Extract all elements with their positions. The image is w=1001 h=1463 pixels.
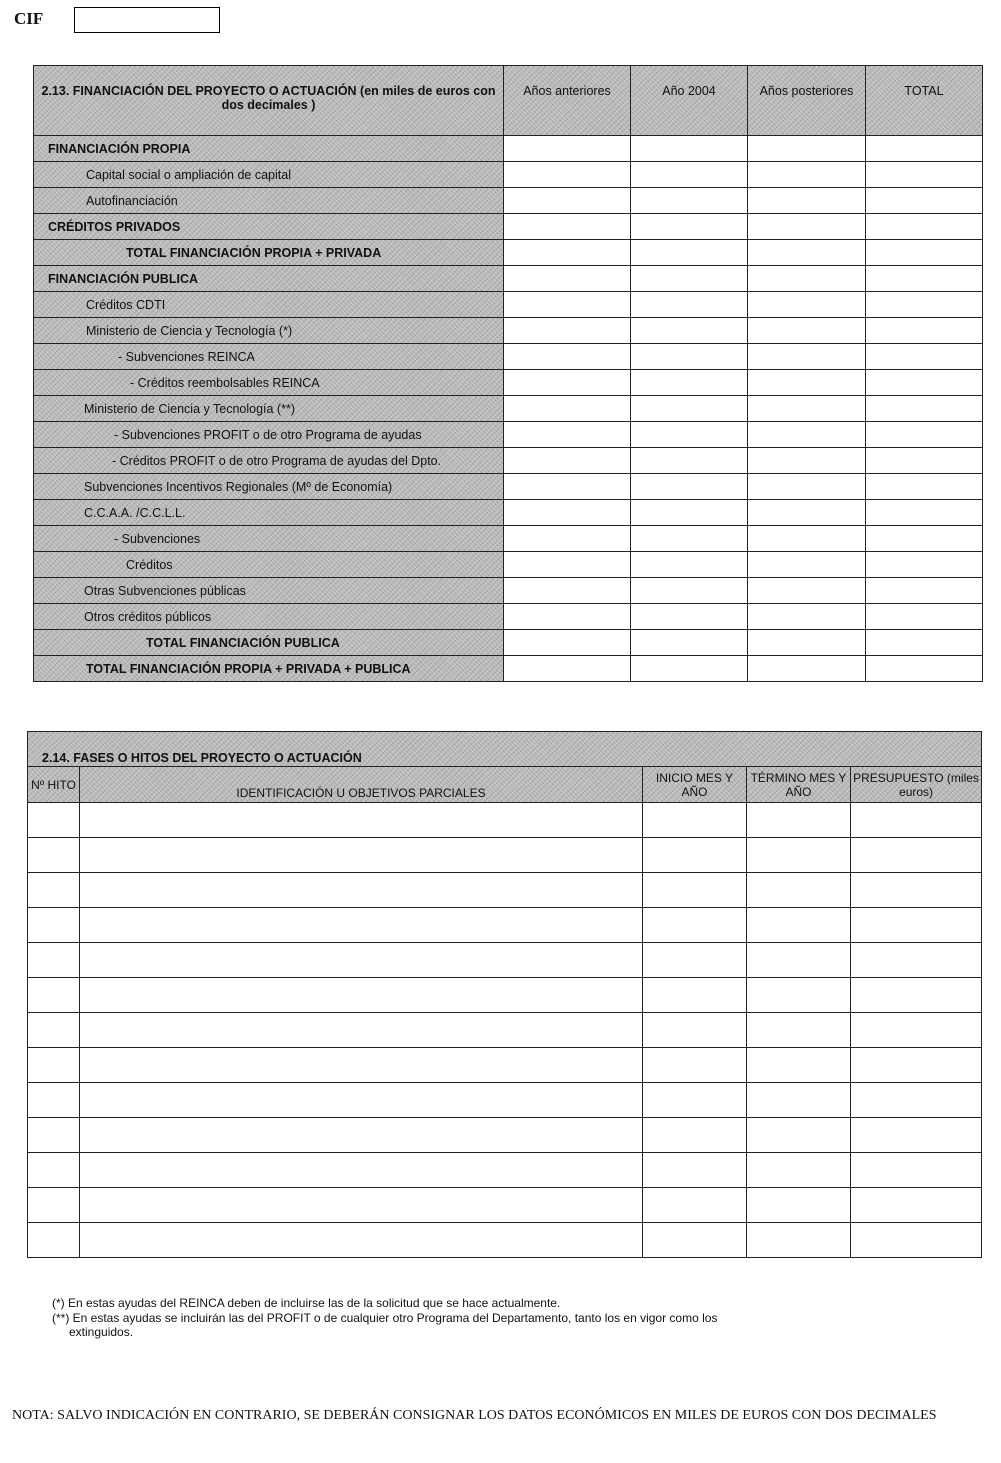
- financing-value-cell[interactable]: [504, 422, 631, 448]
- financing-value-cell[interactable]: [866, 266, 983, 292]
- milestone-number-cell[interactable]: [28, 1118, 80, 1153]
- financing-value-cell[interactable]: [866, 214, 983, 240]
- financing-row: [34, 292, 983, 318]
- milestone-end-cell[interactable]: [747, 908, 851, 943]
- financing-row-label: Créditos CDTI: [34, 292, 504, 318]
- cif-label: CIF: [14, 9, 44, 28]
- milestone-identification-cell[interactable]: [80, 1048, 643, 1083]
- financing-row: [34, 136, 983, 162]
- milestone-end-cell[interactable]: [747, 943, 851, 978]
- milestone-row: [28, 838, 982, 873]
- financing-row: [34, 318, 983, 344]
- milestone-budget-cell[interactable]: [851, 1013, 982, 1048]
- milestone-start-cell[interactable]: [643, 908, 747, 943]
- milestone-identification-cell[interactable]: [80, 943, 643, 978]
- milestone-start-cell[interactable]: [643, 978, 747, 1013]
- financing-row-label: TOTAL FINANCIACIÓN PUBLICA: [34, 630, 504, 656]
- milestone-number-cell[interactable]: [28, 1048, 80, 1083]
- financing-value-cell[interactable]: [748, 396, 866, 422]
- financing-value-cell[interactable]: [748, 240, 866, 266]
- milestone-row: [28, 873, 982, 908]
- financing-value-cell[interactable]: [866, 656, 983, 682]
- financing-row-label: - Subvenciones PROFIT o de otro Programa de ayudas: [34, 422, 504, 448]
- col-header-previous-years: Años anteriores: [504, 66, 631, 136]
- financing-value-cell[interactable]: [866, 318, 983, 344]
- milestone-number-cell[interactable]: [28, 873, 80, 908]
- milestone-end-cell[interactable]: [747, 873, 851, 908]
- financing-row: [34, 344, 983, 370]
- financing-value-cell[interactable]: [631, 162, 748, 188]
- col-header-total: TOTAL: [866, 66, 983, 136]
- milestone-start-cell[interactable]: [643, 1188, 747, 1223]
- milestone-end-cell[interactable]: [747, 1223, 851, 1258]
- milestone-row: [28, 1048, 982, 1083]
- financing-value-cell[interactable]: [866, 162, 983, 188]
- financing-value-cell[interactable]: [504, 448, 631, 474]
- financing-row-label: Subvenciones Incentivos Regionales (Mº de Economía): [34, 474, 504, 500]
- financing-row: [34, 188, 983, 214]
- financing-row-label: TOTAL FINANCIACIÓN PROPIA + PRIVADA: [34, 240, 504, 266]
- financing-value-cell[interactable]: [504, 188, 631, 214]
- financing-row-label: C.C.A.A. /C.C.L.L.: [34, 500, 504, 526]
- col-header-start: INICIO MES Y AÑO: [643, 767, 747, 803]
- financing-value-cell[interactable]: [631, 136, 748, 162]
- financing-value-cell[interactable]: [504, 318, 631, 344]
- financing-row-label: - Créditos reembolsables REINCA: [34, 370, 504, 396]
- financing-row: [34, 266, 983, 292]
- financing-value-cell[interactable]: [631, 500, 748, 526]
- financing-value-cell[interactable]: [504, 526, 631, 552]
- col-header-end: TÉRMINO MES Y AÑO: [747, 767, 851, 803]
- milestone-start-cell[interactable]: [643, 873, 747, 908]
- milestone-row: [28, 978, 982, 1013]
- financing-value-cell[interactable]: [748, 136, 866, 162]
- milestone-row: [28, 803, 982, 838]
- financing-value-cell[interactable]: [866, 292, 983, 318]
- financing-value-cell[interactable]: [748, 162, 866, 188]
- financing-value-cell[interactable]: [504, 474, 631, 500]
- financing-value-cell[interactable]: [504, 266, 631, 292]
- milestone-end-cell[interactable]: [747, 1048, 851, 1083]
- milestone-budget-cell[interactable]: [851, 803, 982, 838]
- financing-value-cell[interactable]: [748, 292, 866, 318]
- milestone-start-cell[interactable]: [643, 1048, 747, 1083]
- financing-row-label: Otras Subvenciones públicas: [34, 578, 504, 604]
- milestone-end-cell[interactable]: [747, 838, 851, 873]
- milestone-row: [28, 1153, 982, 1188]
- financing-value-cell[interactable]: [504, 396, 631, 422]
- milestone-end-cell[interactable]: [747, 978, 851, 1013]
- financing-row-label: TOTAL FINANCIACIÓN PROPIA + PRIVADA + PUBLICA: [34, 656, 504, 682]
- financing-header-row: [34, 66, 983, 136]
- financing-value-cell[interactable]: [748, 318, 866, 344]
- financing-value-cell[interactable]: [748, 188, 866, 214]
- milestone-row: [28, 1013, 982, 1048]
- milestone-number-cell[interactable]: [28, 838, 80, 873]
- footnote-2-continued: extinguidos.: [69, 1325, 134, 1339]
- financing-value-cell[interactable]: [631, 344, 748, 370]
- milestone-start-cell[interactable]: [643, 1223, 747, 1258]
- nota-text: NOTA: SALVO INDICACIÓN EN CONTRARIO, SE DEBERÁN CONSIGNAR LOS DATOS ECONÓMICOS EN MILES DE EUROS CON DOS DECIMALES: [12, 1408, 937, 1423]
- milestone-number-cell[interactable]: [28, 1153, 80, 1188]
- milestone-end-cell[interactable]: [747, 1188, 851, 1223]
- financing-value-cell[interactable]: [631, 552, 748, 578]
- financing-value-cell[interactable]: [866, 396, 983, 422]
- financing-row: [34, 396, 983, 422]
- milestone-start-cell[interactable]: [643, 838, 747, 873]
- financing-value-cell[interactable]: [504, 292, 631, 318]
- financing-value-cell[interactable]: [631, 188, 748, 214]
- financing-value-cell[interactable]: [748, 552, 866, 578]
- milestone-budget-cell[interactable]: [851, 1188, 982, 1223]
- financing-value-cell[interactable]: [748, 500, 866, 526]
- financing-value-cell[interactable]: [748, 578, 866, 604]
- financing-value-cell[interactable]: [631, 266, 748, 292]
- milestone-start-cell[interactable]: [643, 803, 747, 838]
- milestone-end-cell[interactable]: [747, 1013, 851, 1048]
- milestone-start-cell[interactable]: [643, 1153, 747, 1188]
- financing-row: [34, 500, 983, 526]
- financing-value-cell[interactable]: [866, 578, 983, 604]
- financing-row: [34, 214, 983, 240]
- milestone-row: [28, 908, 982, 943]
- milestone-budget-cell[interactable]: [851, 838, 982, 873]
- financing-value-cell[interactable]: [631, 448, 748, 474]
- milestone-identification-cell[interactable]: [80, 908, 643, 943]
- milestone-budget-cell[interactable]: [851, 1048, 982, 1083]
- milestone-end-cell[interactable]: [747, 1083, 851, 1118]
- financing-value-cell[interactable]: [866, 136, 983, 162]
- financing-value-cell[interactable]: [748, 526, 866, 552]
- financing-value-cell[interactable]: [866, 422, 983, 448]
- milestone-number-cell[interactable]: [28, 1083, 80, 1118]
- milestone-budget-cell[interactable]: [851, 1083, 982, 1118]
- financing-value-cell[interactable]: [631, 240, 748, 266]
- milestone-budget-cell[interactable]: [851, 873, 982, 908]
- milestone-number-cell[interactable]: [28, 1188, 80, 1223]
- milestone-identification-cell[interactable]: [80, 1013, 643, 1048]
- milestone-identification-cell[interactable]: [80, 1188, 643, 1223]
- financing-value-cell[interactable]: [631, 422, 748, 448]
- milestone-row: [28, 1223, 982, 1258]
- financing-value-cell[interactable]: [866, 240, 983, 266]
- financing-value-cell[interactable]: [631, 526, 748, 552]
- financing-value-cell[interactable]: [748, 266, 866, 292]
- milestone-budget-cell[interactable]: [851, 1118, 982, 1153]
- financing-value-cell[interactable]: [748, 214, 866, 240]
- footnote-2: (**) En estas ayudas se incluirán las del PROFIT o de cualquier otro Programa del Departamento, tanto los en vigor como los: [52, 1310, 718, 1325]
- financing-value-cell[interactable]: [748, 448, 866, 474]
- financing-row: [34, 604, 983, 630]
- financing-value-cell[interactable]: [631, 318, 748, 344]
- milestone-budget-cell[interactable]: [851, 943, 982, 978]
- col-header-milestone-number: Nº HITO: [28, 767, 80, 803]
- financing-value-cell[interactable]: [866, 526, 983, 552]
- financing-row-label: Otros créditos públicos: [34, 604, 504, 630]
- milestone-number-cell[interactable]: [28, 803, 80, 838]
- milestone-start-cell[interactable]: [643, 1013, 747, 1048]
- financing-row-label: Ministerio de Ciencia y Tecnología (**): [34, 396, 504, 422]
- milestone-budget-cell[interactable]: [851, 1223, 982, 1258]
- financing-value-cell[interactable]: [866, 552, 983, 578]
- financing-value-cell[interactable]: [631, 604, 748, 630]
- financing-row: [34, 656, 983, 682]
- col-header-budget: PRESUPUESTO (miles euros): [851, 767, 982, 803]
- financing-value-cell[interactable]: [631, 370, 748, 396]
- financing-value-cell[interactable]: [504, 578, 631, 604]
- financing-value-cell[interactable]: [748, 604, 866, 630]
- financing-value-cell[interactable]: [504, 604, 631, 630]
- milestone-number-cell[interactable]: [28, 908, 80, 943]
- financing-table: [33, 65, 983, 682]
- milestone-start-cell[interactable]: [643, 1118, 747, 1153]
- milestone-identification-cell[interactable]: [80, 1153, 643, 1188]
- financing-value-cell[interactable]: [504, 370, 631, 396]
- milestone-budget-cell[interactable]: [851, 908, 982, 943]
- milestones-table: [27, 731, 982, 1258]
- financing-value-cell[interactable]: [504, 630, 631, 656]
- milestone-start-cell[interactable]: [643, 943, 747, 978]
- financing-row: [34, 552, 983, 578]
- milestone-row: [28, 1188, 982, 1223]
- milestone-end-cell[interactable]: [747, 803, 851, 838]
- financing-value-cell[interactable]: [866, 344, 983, 370]
- footnote-1: (*) En estas ayudas del REINCA deben de incluirse las de la solicitud que se hace actualmente.: [52, 1296, 561, 1310]
- financing-value-cell[interactable]: [866, 188, 983, 214]
- financing-title: 2.13. FINANCIACIÓN DEL PROYECTO O ACTUACIÓN (en miles de euros con dos decimales ): [34, 66, 504, 136]
- financing-value-cell[interactable]: [504, 162, 631, 188]
- financing-value-cell[interactable]: [866, 448, 983, 474]
- financing-row: [34, 370, 983, 396]
- milestones-title: 2.14. FASES O HITOS DEL PROYECTO O ACTUACIÓN: [28, 732, 982, 767]
- milestone-identification-cell[interactable]: [80, 1223, 643, 1258]
- milestone-start-cell[interactable]: [643, 1083, 747, 1118]
- financing-value-cell[interactable]: [866, 370, 983, 396]
- financing-value-cell[interactable]: [504, 240, 631, 266]
- financing-row: [34, 630, 983, 656]
- milestone-row: [28, 1083, 982, 1118]
- financing-value-cell[interactable]: [748, 370, 866, 396]
- cif-input[interactable]: [74, 7, 220, 33]
- financing-value-cell[interactable]: [748, 656, 866, 682]
- milestone-identification-cell[interactable]: [80, 838, 643, 873]
- financing-row: [34, 474, 983, 500]
- financing-value-cell[interactable]: [866, 604, 983, 630]
- financing-row: [34, 422, 983, 448]
- financing-row-label: FINANCIACIÓN PUBLICA: [34, 266, 504, 292]
- financing-value-cell[interactable]: [504, 656, 631, 682]
- financing-value-cell[interactable]: [504, 552, 631, 578]
- financing-value-cell[interactable]: [748, 344, 866, 370]
- col-header-later-years: Años posteriores: [748, 66, 866, 136]
- financing-row: [34, 162, 983, 188]
- financing-value-cell[interactable]: [504, 136, 631, 162]
- financing-value-cell[interactable]: [631, 656, 748, 682]
- financing-row-label: Autofinanciación: [34, 188, 504, 214]
- milestone-end-cell[interactable]: [747, 1118, 851, 1153]
- financing-value-cell[interactable]: [866, 630, 983, 656]
- financing-row-label: - Subvenciones REINCA: [34, 344, 504, 370]
- col-header-identification: IDENTIFICACIÓN U OBJETIVOS PARCIALES: [80, 767, 643, 803]
- financing-row-label: FINANCIACIÓN PROPIA: [34, 136, 504, 162]
- financing-value-cell[interactable]: [631, 630, 748, 656]
- milestone-identification-cell[interactable]: [80, 1118, 643, 1153]
- financing-row: [34, 240, 983, 266]
- milestone-number-cell[interactable]: [28, 1013, 80, 1048]
- milestone-budget-cell[interactable]: [851, 1153, 982, 1188]
- financing-value-cell[interactable]: [504, 214, 631, 240]
- financing-row: [34, 526, 983, 552]
- financing-row-label: Créditos: [34, 552, 504, 578]
- financing-value-cell[interactable]: [631, 578, 748, 604]
- financing-value-cell[interactable]: [631, 474, 748, 500]
- financing-value-cell[interactable]: [748, 422, 866, 448]
- milestone-identification-cell[interactable]: [80, 873, 643, 908]
- financing-value-cell[interactable]: [748, 630, 866, 656]
- financing-row-label: - Subvenciones: [34, 526, 504, 552]
- milestone-identification-cell[interactable]: [80, 803, 643, 838]
- milestone-number-cell[interactable]: [28, 1223, 80, 1258]
- financing-row-label: Ministerio de Ciencia y Tecnología (*): [34, 318, 504, 344]
- milestone-identification-cell[interactable]: [80, 978, 643, 1013]
- financing-value-cell[interactable]: [866, 500, 983, 526]
- financing-value-cell[interactable]: [748, 474, 866, 500]
- financing-value-cell[interactable]: [631, 396, 748, 422]
- milestone-budget-cell[interactable]: [851, 978, 982, 1013]
- financing-row: [34, 448, 983, 474]
- financing-row-label: CRÉDITOS PRIVADOS: [34, 214, 504, 240]
- milestone-identification-cell[interactable]: [80, 1083, 643, 1118]
- financing-row: [34, 578, 983, 604]
- milestone-end-cell[interactable]: [747, 1153, 851, 1188]
- financing-value-cell[interactable]: [631, 292, 748, 318]
- financing-value-cell[interactable]: [504, 344, 631, 370]
- milestone-number-cell[interactable]: [28, 978, 80, 1013]
- milestone-number-cell[interactable]: [28, 943, 80, 978]
- milestone-row: [28, 943, 982, 978]
- financing-row-label: Capital social o ampliación de capital: [34, 162, 504, 188]
- financing-value-cell[interactable]: [866, 474, 983, 500]
- financing-value-cell[interactable]: [631, 214, 748, 240]
- col-header-year-2004: Año 2004: [631, 66, 748, 136]
- footnotes: [52, 1296, 717, 1340]
- financing-value-cell[interactable]: [504, 500, 631, 526]
- milestone-row: [28, 1118, 982, 1153]
- financing-row-label: - Créditos PROFIT o de otro Programa de ayudas del Dpto.: [34, 448, 504, 474]
